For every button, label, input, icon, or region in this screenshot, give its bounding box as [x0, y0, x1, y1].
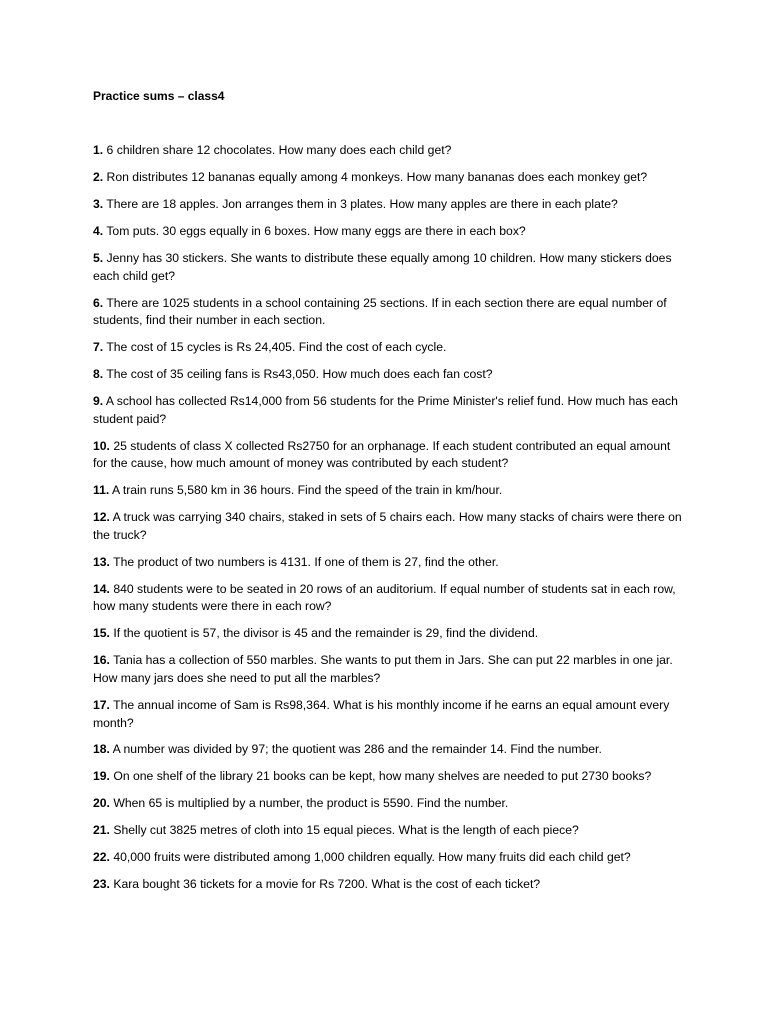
question-item [93, 849, 685, 867]
question-text: Kara bought 36 tickets for a movie for Rs 7200. What is the cost of each ticket? [109, 877, 541, 892]
question-item [93, 876, 685, 894]
question-number: 17. [93, 697, 110, 712]
question-text: Ron distributes 12 bananas equally among 4 monkeys. How many bananas does each monkey get? [103, 169, 648, 184]
question-item [93, 652, 685, 687]
question-number: 7. [93, 340, 104, 355]
question-number: 14. [93, 581, 110, 596]
question-item [93, 339, 685, 357]
question-item [93, 142, 685, 160]
question-text: The cost of 35 ceiling fans is Rs43,050. How much does each fan cost? [103, 367, 493, 382]
question-text: 40,000 fruits were distributed among 1,000 children equally. How many fruits did each child get? [109, 850, 631, 865]
question-item [93, 581, 685, 616]
question-number: 9. [93, 394, 104, 409]
question-text: The cost of 15 cycles is Rs 24,405. Find the cost of each cycle. [103, 340, 447, 355]
question-item [93, 169, 685, 187]
question-text: A number was divided by 97; the quotient was 286 and the remainder 14. Find the number. [109, 742, 602, 757]
question-text: The product of two numbers is 4131. If one of them is 27, find the other. [109, 554, 499, 569]
question-item [93, 741, 685, 759]
question-text: On one shelf of the library 21 books can be kept, how many shelves are needed to put 2730 books? [109, 769, 652, 784]
question-number: 20. [93, 796, 110, 811]
question-number: 23. [93, 877, 110, 892]
question-text: Tom puts. 30 eggs equally in 6 boxes. How many eggs are there in each box? [103, 223, 526, 238]
question-item [93, 196, 685, 214]
question-number: 22. [93, 850, 110, 865]
question-text: 840 students were to be seated in 20 rows of an auditorium. If equal number of students sat in each row, how many students were there in each row? [93, 581, 676, 614]
question-item [93, 482, 685, 500]
question-item [93, 366, 685, 384]
question-item [93, 295, 685, 330]
question-text: Tania has a collection of 550 marbles. She wants to put them in Jars. She can put 22 marbles in one jar. How many jars does she need to put all the marbles? [93, 653, 673, 685]
question-text: A truck was carrying 340 chairs, staked in sets of 5 chairs each. How many stacks of chairs were there on the truck? [93, 510, 682, 542]
question-number: 11. [93, 483, 110, 498]
question-text: When 65 is multiplied by a number, the product is 5590. Find the number. [109, 796, 509, 811]
question-item [93, 509, 685, 544]
question-item [93, 393, 685, 428]
question-number: 8. [93, 367, 104, 382]
question-item [93, 697, 685, 732]
question-text: 6 children share 12 chocolates. How many does each child get? [103, 143, 452, 157]
question-number: 5. [93, 250, 104, 265]
question-item [93, 250, 685, 285]
question-number: 18. [93, 742, 110, 757]
question-item [93, 625, 685, 643]
question-item [93, 223, 685, 241]
question-number: 4. [93, 223, 104, 238]
document-title: Practice sums – class4 [93, 89, 225, 103]
question-text: Shelly cut 3825 metres of cloth into 15 equal pieces. What is the length of each piece? [109, 823, 579, 838]
question-number: 13. [93, 554, 110, 569]
question-item [93, 795, 685, 813]
question-item [93, 554, 685, 572]
question-number: 19. [93, 769, 110, 784]
question-list [93, 142, 685, 903]
question-number: 10. [93, 438, 110, 453]
question-number: 2. [93, 169, 104, 184]
question-text: A school has collected Rs14,000 from 56 students for the Prime Minister's relief fund. How much has each student paid? [93, 394, 678, 426]
question-text: The annual income of Sam is Rs98,364. What is his monthly income if he earns an equal amount every month? [93, 697, 670, 730]
question-item [93, 438, 685, 473]
question-number: 3. [93, 196, 104, 211]
question-number: 16. [93, 653, 110, 668]
question-number: 6. [93, 295, 104, 310]
question-number: 1. [93, 143, 104, 157]
question-text: Jenny has 30 stickers. She wants to distribute these equally among 10 children. How many stickers does each child get? [93, 250, 672, 283]
question-text: There are 1025 students in a school containing 25 sections. If in each section there are equal number of students, find their number in each section. [93, 295, 667, 328]
question-item [93, 768, 685, 786]
question-text: 25 students of class X collected Rs2750 for an orphanage. If each student contributed an equal amount for the cause, how much amount of money was contributed by each student? [93, 438, 671, 471]
question-number: 21. [93, 823, 110, 838]
question-number: 15. [93, 626, 110, 641]
question-text: There are 18 apples. Jon arranges them in 3 plates. How many apples are there in each plate? [103, 196, 618, 211]
question-text: A train runs 5,580 km in 36 hours. Find the speed of the train in km/hour. [109, 483, 503, 498]
question-item [93, 822, 685, 840]
question-text: If the quotient is 57, the divisor is 45 and the remainder is 29, find the dividend. [109, 626, 539, 641]
question-number: 12. [93, 510, 110, 525]
